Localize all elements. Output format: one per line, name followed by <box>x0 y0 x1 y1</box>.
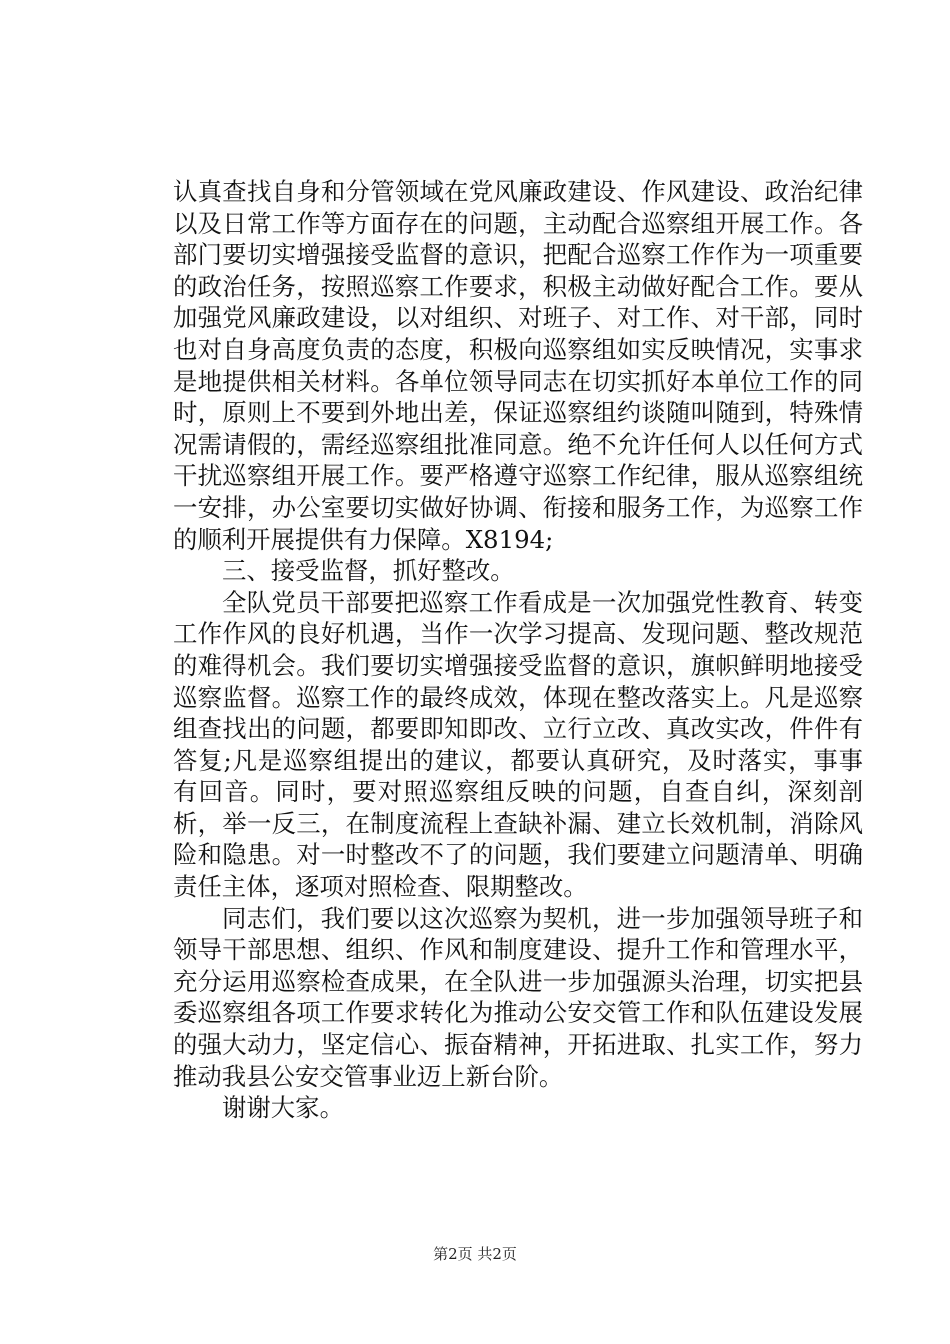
document-body <box>173 176 863 1124</box>
paragraph-thanks: 谢谢大家。 <box>222 1093 344 1123</box>
page-number-footer: 第2页 共2页 <box>433 1245 517 1263</box>
paragraph-rectification: 全队党员干部要把巡察工作看成是一次加强党性教育、转变工作作风的良好机遇，当作一次学习提高、发现问题、整改规范的难得机会。我们要切实增强接受监督的意识，旗帜鲜明地接受巡察监督。巡察工作的最终成效，体现在整改落实上。凡是巡察组查找出的问题，都要即知即改、立行立改、真改实改，件件有答复;凡是巡察组提出的建议，都要认真研究，及时落实，事事有回音。同时，要对照巡察组反映的问题，自查自纠，深刻剖析，举一反三，在制度流程上查缺补漏、建立长效机制，消除风险和隐患。对一时整改不了的问题，我们要建立问题清单、明确责任主体，逐项对照检查、限期整改。 <box>173 587 863 902</box>
section-heading-supervision: 三、接受监督，抓好整改。 <box>222 556 515 586</box>
paragraph-closing-remarks: 同志们，我们要以这次巡察为契机，进一步加强领导班子和领导干部思想、组织、作风和制度建设、提升工作和管理水平，充分运用巡察检查成果，在全队进一步加强源头治理，切实把县委巡察组各项工作要求转化为推动公安交管工作和队伍建设发展的强大动力，坚定信心、振奋精神，开拓进取、扎实工作，努力推动我县公安交管事业迈上新台阶。 <box>173 903 863 1091</box>
paragraph-inspection-cooperation: 认真查找自身和分管领域在党风廉政建设、作风建设、政治纪律以及日常工作等方面存在的问题，主动配合巡察组开展工作。各部门要切实增强接受监督的意识，把配合巡察工作作为一项重要的政治任务，按照巡察工作要求，积极主动做好配合工作。要从加强党风廉政建设，以对组织、对班子、对工作、对干部，同时也对自身高度负责的态度，积极向巡察组如实反映情况，实事求是地提供相关材料。各单位领导同志在切实抓好本单位工作的同时，原则上不要到外地出差，保证巡察组约谈随叫随到，特殊情况需请假的，需经巡察组批准同意。绝不允许任何人以任何方式干扰巡察组开展工作。要严格遵守巡察工作纪律，服从巡察组统一安排，办公室要切实做好协调、衔接和服务工作，为巡察工作的顺利开展提供有力保障。X8194; <box>173 177 863 554</box>
